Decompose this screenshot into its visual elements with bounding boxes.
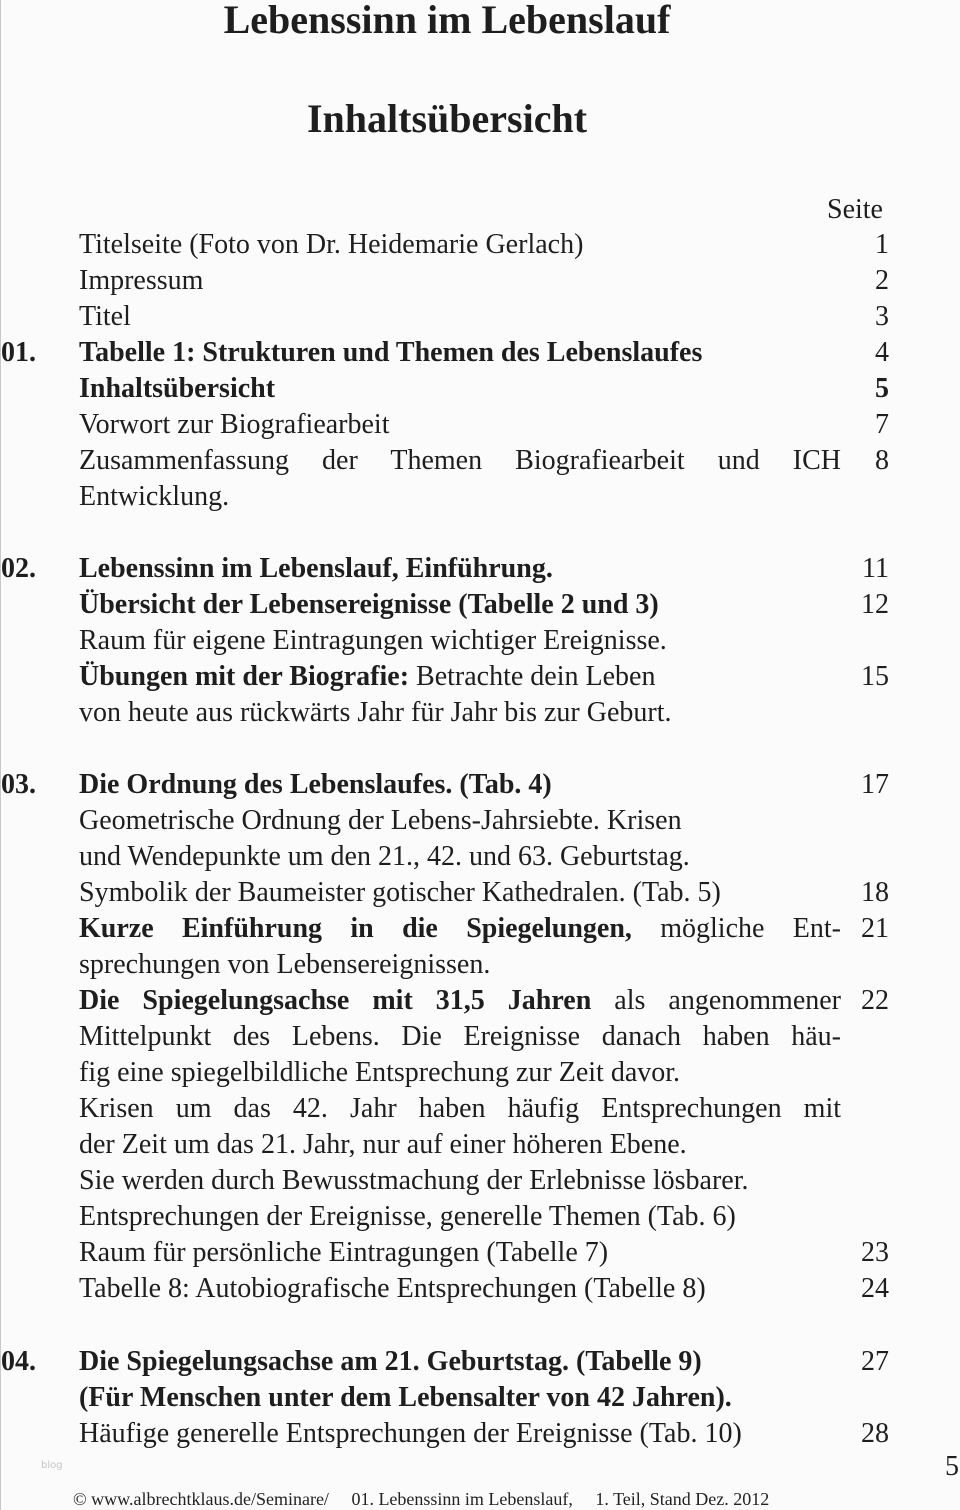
toc-entry-page: 27 — [861, 1346, 889, 1377]
toc-entry — [1, 915, 960, 951]
toc-entry-bold-text: Kurze Einführung in die Spiegelungen, — [79, 913, 632, 944]
toc-entry-page: 4 — [875, 337, 889, 368]
page-column-label: Seite — [827, 194, 883, 225]
toc-entry-plain-text: fig eine spiegelbildliche Entsprechung zur Zeit davor. — [79, 1057, 681, 1088]
toc-entry-bold-text: Tabelle 1: Strukturen und Themen des Lebenslaufes — [79, 337, 703, 368]
toc-entry-page: 15 — [861, 661, 889, 692]
toc-entry-text — [79, 375, 841, 403]
toc-entry-page: 8 — [875, 445, 889, 476]
toc-entry-plain-text: Häufige generelle Entsprechungen der Ereignisse (Tab. 10) — [79, 1418, 742, 1449]
toc-entry-plain-text: Betrachte dein Leben — [409, 661, 656, 692]
toc-entry — [1, 303, 960, 339]
toc-entry-text — [79, 1023, 841, 1051]
toc-entry-text — [79, 1167, 841, 1195]
toc-entry-bold-text: (Für Menschen unter dem Lebensalter von 42 Jahren). — [79, 1382, 732, 1413]
toc-entry — [1, 843, 960, 879]
toc-entry-plain-text: Raum für persönliche Eintragungen (Tabelle 7) — [79, 1237, 609, 1268]
toc-entry — [1, 411, 960, 447]
toc-entry-text — [79, 1239, 841, 1267]
toc-entry-plain-text: Zusammenfassung der Themen Biografiearbeit und ICH — [79, 445, 841, 476]
toc-entry-plain-text: Mittelpunkt des Lebens. Die Ereignisse danach haben häu- — [79, 1021, 841, 1052]
toc-entry-plain-text: Tabelle 8: Autobiografische Entsprechungen (Tabelle 8) — [79, 1273, 706, 1304]
toc-entry-plain-text: von heute aus rückwärts Jahr für Jahr bis zur Geburt. — [79, 697, 672, 728]
toc-entry-bold-text: Übersicht der Lebensereignisse (Tabelle 2 und 3) — [79, 589, 659, 620]
toc-entry-bold-text: Übungen mit der Biografie: — [79, 661, 410, 692]
toc-entry-text — [79, 1203, 841, 1231]
toc-entry-text — [79, 447, 841, 475]
toc-entry-plain-text: Sie werden durch Bewusstmachung der Erlebnisse lösbarer. — [79, 1165, 749, 1196]
toc-entry — [1, 1095, 960, 1131]
toc-entry-page: 5 — [875, 373, 889, 404]
toc-entry-text — [79, 231, 841, 259]
toc-entry-page: 12 — [861, 589, 889, 620]
toc-entry-text — [79, 663, 841, 691]
toc-entry-page: 21 — [861, 913, 889, 944]
chapter-number: 04. — [1, 1346, 36, 1377]
toc-entry — [1, 987, 960, 1023]
toc-entry-plain-text: Entsprechungen der Ereignisse, generelle Themen (Tab. 6) — [79, 1201, 736, 1232]
toc-entry-text — [79, 303, 841, 331]
toc-entry — [1, 699, 960, 735]
toc-entry — [1, 1239, 960, 1275]
toc-entry-page: 7 — [875, 409, 889, 440]
toc-entry — [1, 591, 960, 627]
toc-entry-text — [79, 843, 841, 871]
toc-entry-page: 28 — [861, 1418, 889, 1449]
toc-entry-text — [79, 555, 841, 583]
toc-entry — [1, 339, 960, 375]
toc-entry — [1, 1167, 960, 1203]
toc-entry-text — [79, 879, 841, 907]
toc-entry-text — [79, 1275, 841, 1303]
toc-entry-plain-text: Vorwort zur Biografiearbeit — [79, 409, 390, 440]
toc-entry-plain-text: mögliche Ent- — [631, 913, 841, 944]
chapter-number: 01. — [1, 337, 36, 368]
toc-entry-plain-text: Raum für eigene Eintragungen wichtiger Ereignisse. — [79, 625, 667, 656]
toc-entry — [1, 627, 960, 663]
toc-entry-plain-text: Symbolik der Baumeister gotischer Kathedralen. (Tab. 5) — [79, 877, 721, 908]
toc-entry-text — [79, 339, 841, 367]
toc-entry-page: 24 — [861, 1273, 889, 1304]
toc-entry-text — [79, 1059, 841, 1087]
toc-entry-plain-text: Titelseite (Foto von Dr. Heidemarie Gerlach) — [79, 229, 584, 260]
watermark: blog — [41, 1460, 63, 1471]
toc-entry-plain-text: Entwicklung. — [79, 481, 230, 512]
toc-entry — [1, 447, 960, 483]
toc-entry — [1, 231, 960, 267]
chapter-number: 02. — [1, 553, 36, 584]
toc-entry — [1, 1131, 960, 1167]
toc-entry-text — [79, 591, 841, 619]
footer-file: 01. Lebenssinn im Lebenslauf, — [351, 1489, 573, 1509]
toc-entry-text — [79, 411, 841, 439]
toc-entry-text — [79, 987, 841, 1015]
toc-entry-bold-text: Inhaltsübersicht — [79, 373, 276, 404]
toc-entry-plain-text: als angenommener — [591, 985, 841, 1016]
toc-entry-plain-text: Impressum — [79, 265, 204, 296]
page-number: 5 — [945, 1451, 959, 1482]
toc-entry-page: 18 — [861, 877, 889, 908]
toc-entry-plain-text: sprechungen von Lebensereignissen. — [79, 949, 491, 980]
toc-entry — [1, 1203, 960, 1239]
toc-entry-text — [79, 1131, 841, 1159]
toc-entry — [1, 1023, 960, 1059]
toc-entry-text — [79, 699, 841, 727]
toc-entry — [1, 1348, 960, 1384]
toc-entry — [1, 807, 960, 843]
toc-entry — [1, 555, 960, 591]
toc-entry — [1, 1420, 960, 1456]
toc-entry-text — [79, 1384, 841, 1412]
footer-status: 1. Teil, Stand Dez. 2012 — [595, 1489, 770, 1509]
toc-entry — [1, 663, 960, 699]
toc-entry-page: 3 — [875, 301, 889, 332]
toc-entry-text — [79, 627, 841, 655]
toc-entry-text — [79, 771, 841, 799]
toc-entry — [1, 1384, 960, 1420]
toc-entry — [1, 951, 960, 987]
toc-entry-text — [79, 951, 841, 979]
toc-entry-page: 2 — [875, 265, 889, 296]
footer — [73, 1490, 787, 1508]
toc-entry-page: 22 — [861, 985, 889, 1016]
toc-entry-bold-text: Die Spiegelungsachse am 21. Geburtstag. (Tabelle 9) — [79, 1346, 702, 1377]
toc-entry-text — [79, 915, 841, 943]
chapter-number: 03. — [1, 769, 36, 800]
toc-entry-text — [79, 807, 841, 835]
toc-entry-bold-text: Die Ordnung des Lebenslaufes. (Tab. 4) — [79, 769, 552, 800]
footer-source: © www.albrechtklaus.de/Seminare/ — [73, 1489, 329, 1509]
toc-entry-text — [79, 1420, 841, 1448]
toc-entry-text — [79, 1348, 841, 1376]
toc-entry — [1, 1275, 960, 1311]
toc-entry-bold-text: Lebenssinn im Lebenslauf, Einführung. — [79, 553, 553, 584]
toc-entry-page: 11 — [862, 553, 889, 584]
toc-entry-bold-text: Die Spiegelungsachse mit 31,5 Jahren — [79, 985, 592, 1016]
toc-entry-plain-text: Geometrische Ordnung der Lebens-Jahrsiebte. Krisen — [79, 805, 682, 836]
toc-entry-page: 1 — [875, 229, 889, 260]
toc-entry-text — [79, 1095, 841, 1123]
toc-entry-text — [79, 267, 841, 295]
toc-entry — [1, 267, 960, 303]
toc-entry-plain-text: Titel — [79, 301, 131, 332]
toc-entry — [1, 483, 960, 519]
toc-entry-plain-text: Krisen um das 42. Jahr haben häufig Entsprechungen mit — [79, 1093, 841, 1124]
toc-entry — [1, 771, 960, 807]
toc-entry-page: 23 — [861, 1237, 889, 1268]
toc-entry — [1, 879, 960, 915]
toc-entry — [1, 375, 960, 411]
document-title: Lebenssinn im Lebenslauf — [223, 0, 671, 42]
toc-entry-plain-text: und Wendepunkte um den 21., 42. und 63. Geburtstag. — [79, 841, 690, 872]
toc-entry-plain-text: der Zeit um das 21. Jahr, nur auf einer höheren Ebene. — [79, 1129, 687, 1160]
toc-entry — [1, 1059, 960, 1095]
toc-entry-text — [79, 483, 841, 511]
toc-entry-page: 17 — [861, 769, 889, 800]
toc-heading: Inhaltsübersicht — [306, 96, 588, 141]
